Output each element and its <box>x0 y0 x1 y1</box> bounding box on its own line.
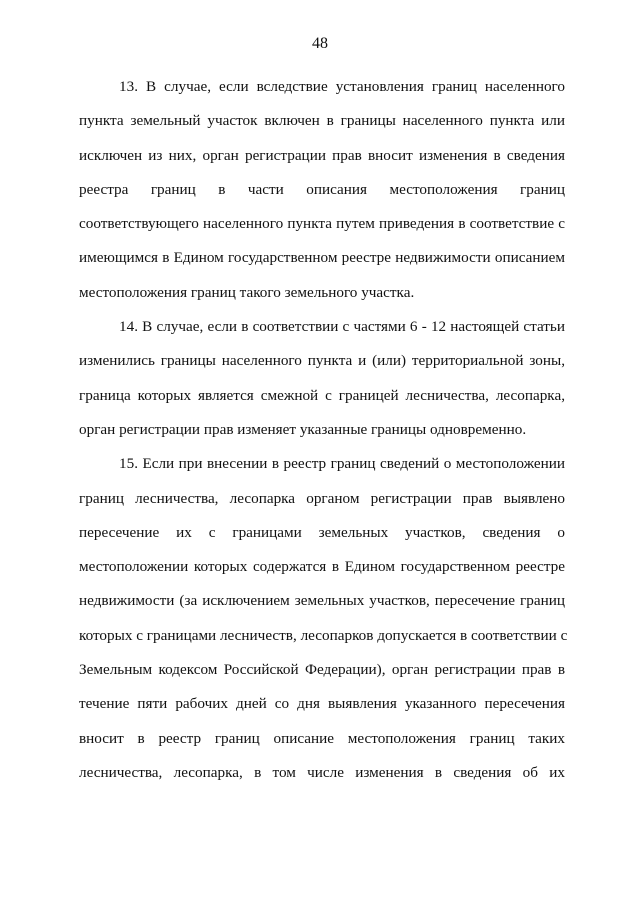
paragraph-line: 14. В случае, если в соответствии с частями 6 - 12 настоящей статьи <box>119 318 565 336</box>
paragraph-line: 13. В случае, если вследствие установления границ населенного <box>119 78 565 95</box>
document-body <box>79 70 568 790</box>
paragraph-line: реестра границ в части описания местоположения границ <box>79 180 565 198</box>
paragraph-line: пересечение их с границами земельных участков, сведения о <box>79 523 565 541</box>
paragraph-15 <box>79 447 568 790</box>
paragraph-line: имеющимся в Едином государственном реестре недвижимости описанием <box>79 249 565 267</box>
paragraph-line: 15. Если при внесении в реестр границ сведений о местоположении <box>119 455 565 473</box>
paragraph-14 <box>79 310 565 447</box>
paragraph-line: местоположения границ такого земельного участка. <box>79 283 415 301</box>
paragraph-line: пункта земельный участок включен в границы населенного пункта или <box>79 112 565 130</box>
paragraph-line: границ лесничества, лесопарка органом регистрации прав выявлено <box>79 489 565 507</box>
paragraph-line: течение пяти рабочих дней со дня выявления указанного пересечения <box>79 695 565 713</box>
paragraph-line: орган регистрации прав изменяет указанные границы одновременно. <box>79 420 527 438</box>
page-number: 48 <box>312 35 328 52</box>
paragraph-line: граница которых является смежной с границей лесничества, лесопарка, <box>79 386 565 404</box>
paragraph-line: которых с границами лесничеств, лесопарков допускается в соответствии с <box>79 626 568 644</box>
paragraph-line: Земельным кодексом Российской Федерации), орган регистрации прав в <box>79 661 565 679</box>
paragraph-13 <box>79 70 565 310</box>
paragraph-line: вносит в реестр границ описание местоположения границ таких <box>79 729 565 747</box>
paragraph-line: соответствующего населенного пункта путем приведения в соответствие с <box>79 215 565 233</box>
paragraph-line: исключен из них, орган регистрации прав вносит изменения в сведения <box>79 146 565 164</box>
paragraph-line: недвижимости (за исключением земельных участков, пересечение границ <box>79 592 565 610</box>
paragraph-line: местоположении которых содержатся в Едином государственном реестре <box>79 558 565 576</box>
paragraph-line: изменились границы населенного пункта и (или) территориальной зоны, <box>79 352 565 370</box>
paragraph-line: лесничества, лесопарка, в том числе изменения в сведения об их <box>79 763 565 781</box>
